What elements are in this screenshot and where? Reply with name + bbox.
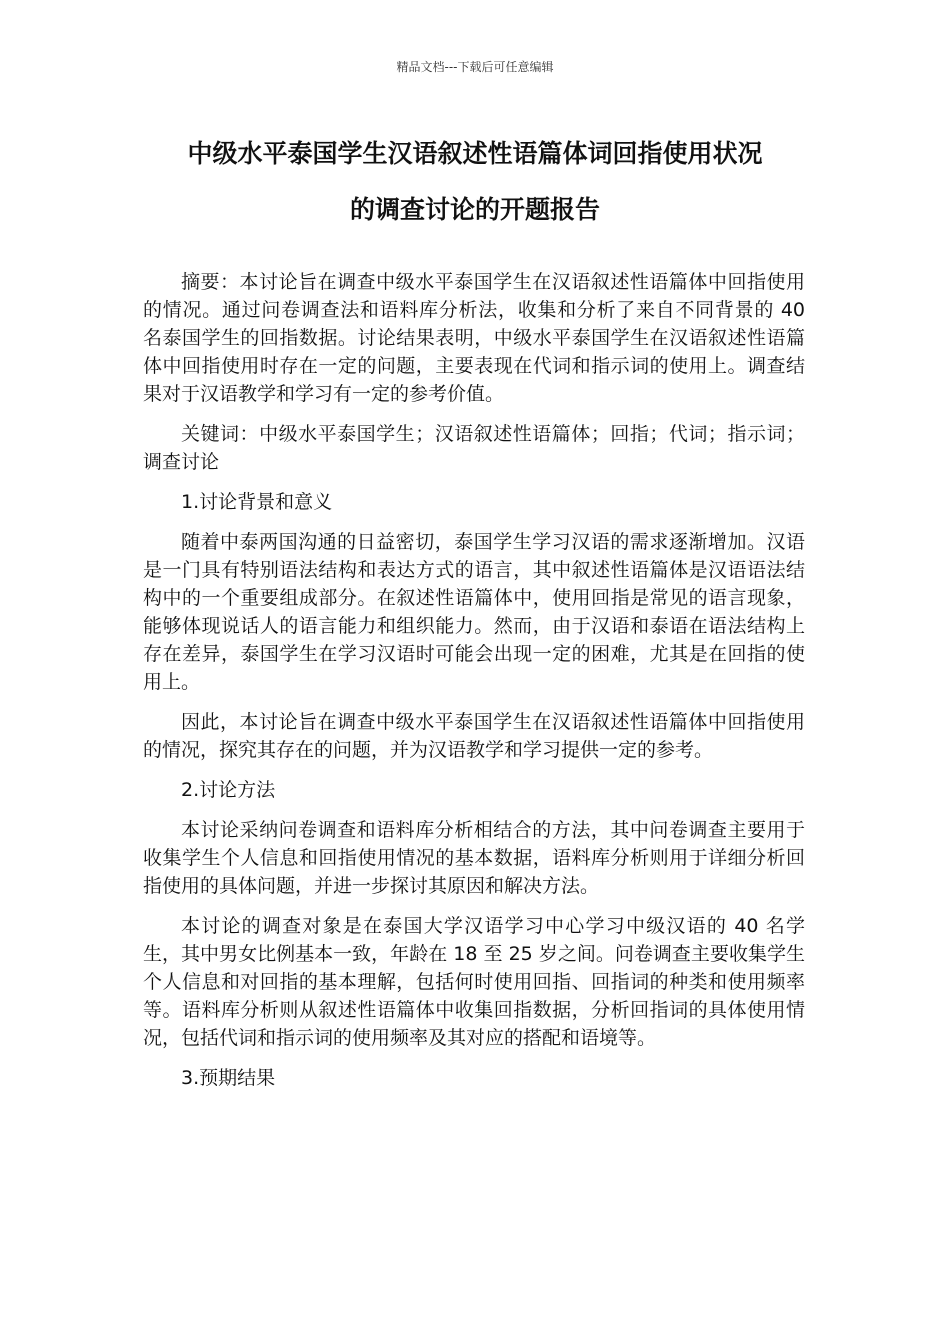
background-paragraph-1: 随着中泰两国沟通的日益密切，泰国学生学习汉语的需求逐渐增加。汉语是一门具有特别语法结构和表达方式的语言，其中叙述性语篇体是汉语语法结构中的一个重要组成部分。在叙述性语篇体中，使用回指是常见的语言现象，能够体现说话人的语言能力和组织能力。然而，由于汉语和泰语在语法结构上存在差异，泰国学生在学习汉语时可能会出现一定的困难，尤其是在回指的使用上。 bbox=[143, 531, 805, 693]
methods-paragraph-2: 本讨论的调查对象是在泰国大学汉语学习中心学习中级汉语的 40 名学生，其中男女比例基本一致，年龄在 18 至 25 岁之间。问卷调查主要收集学生个人信息和对回指的基本理解，包括何时使用回指、回指词的种类和使用频率等。语料库分析则从叙述性语篇体中收集回指数据，分析回指词的具体使用情况，包括代词和指示词的使用频率及其对应的搭配和语境等。 bbox=[143, 915, 805, 1049]
methods-paragraph-1: 本讨论采纳问卷调查和语料库分析相结合的方法，其中问卷调查主要用于收集学生个人信息和回指使用情况的基本数据，语料库分析则用于详细分析回指使用的具体问题，并进一步探讨其原因和解决方法。 bbox=[143, 819, 805, 897]
background-paragraph-2: 因此，本讨论旨在调查中级水平泰国学生在汉语叙述性语篇体中回指使用的情况，探究其存在的问题，并为汉语教学和学习提供一定的参考。 bbox=[143, 711, 805, 761]
document-title-line-1: 中级水平泰国学生汉语叙述性语篇体词回指使用状况 bbox=[187, 139, 763, 168]
document-title-line-2: 的调查讨论的开题报告 bbox=[349, 195, 600, 224]
section-heading-methods: 2.讨论方法 bbox=[181, 779, 276, 801]
keywords-paragraph: 关键词：中级水平泰国学生；汉语叙述性语篇体；回指；代词；指示词；调查讨论 bbox=[143, 423, 805, 473]
abstract-paragraph: 摘要：本讨论旨在调查中级水平泰国学生在汉语叙述性语篇体中回指使用的情况。通过问卷调查法和语料库分析法，收集和分析了来自不同背景的 40 名泰国学生的回指数据。讨论结果表明，中级水平泰国学生在汉语叙述性语篇体中回指使用时存在一定的问题，主要表现在代词和指示词的使用上。调查结果对于汉语教学和学习有一定的参考价值。 bbox=[143, 271, 805, 405]
page-header-note: 精品文档---下载后可任意编辑 bbox=[396, 60, 554, 74]
section-heading-expected-results: 3.预期结果 bbox=[181, 1067, 276, 1089]
document-body bbox=[143, 268, 805, 1104]
section-heading-background: 1.讨论背景和意义 bbox=[181, 491, 333, 513]
